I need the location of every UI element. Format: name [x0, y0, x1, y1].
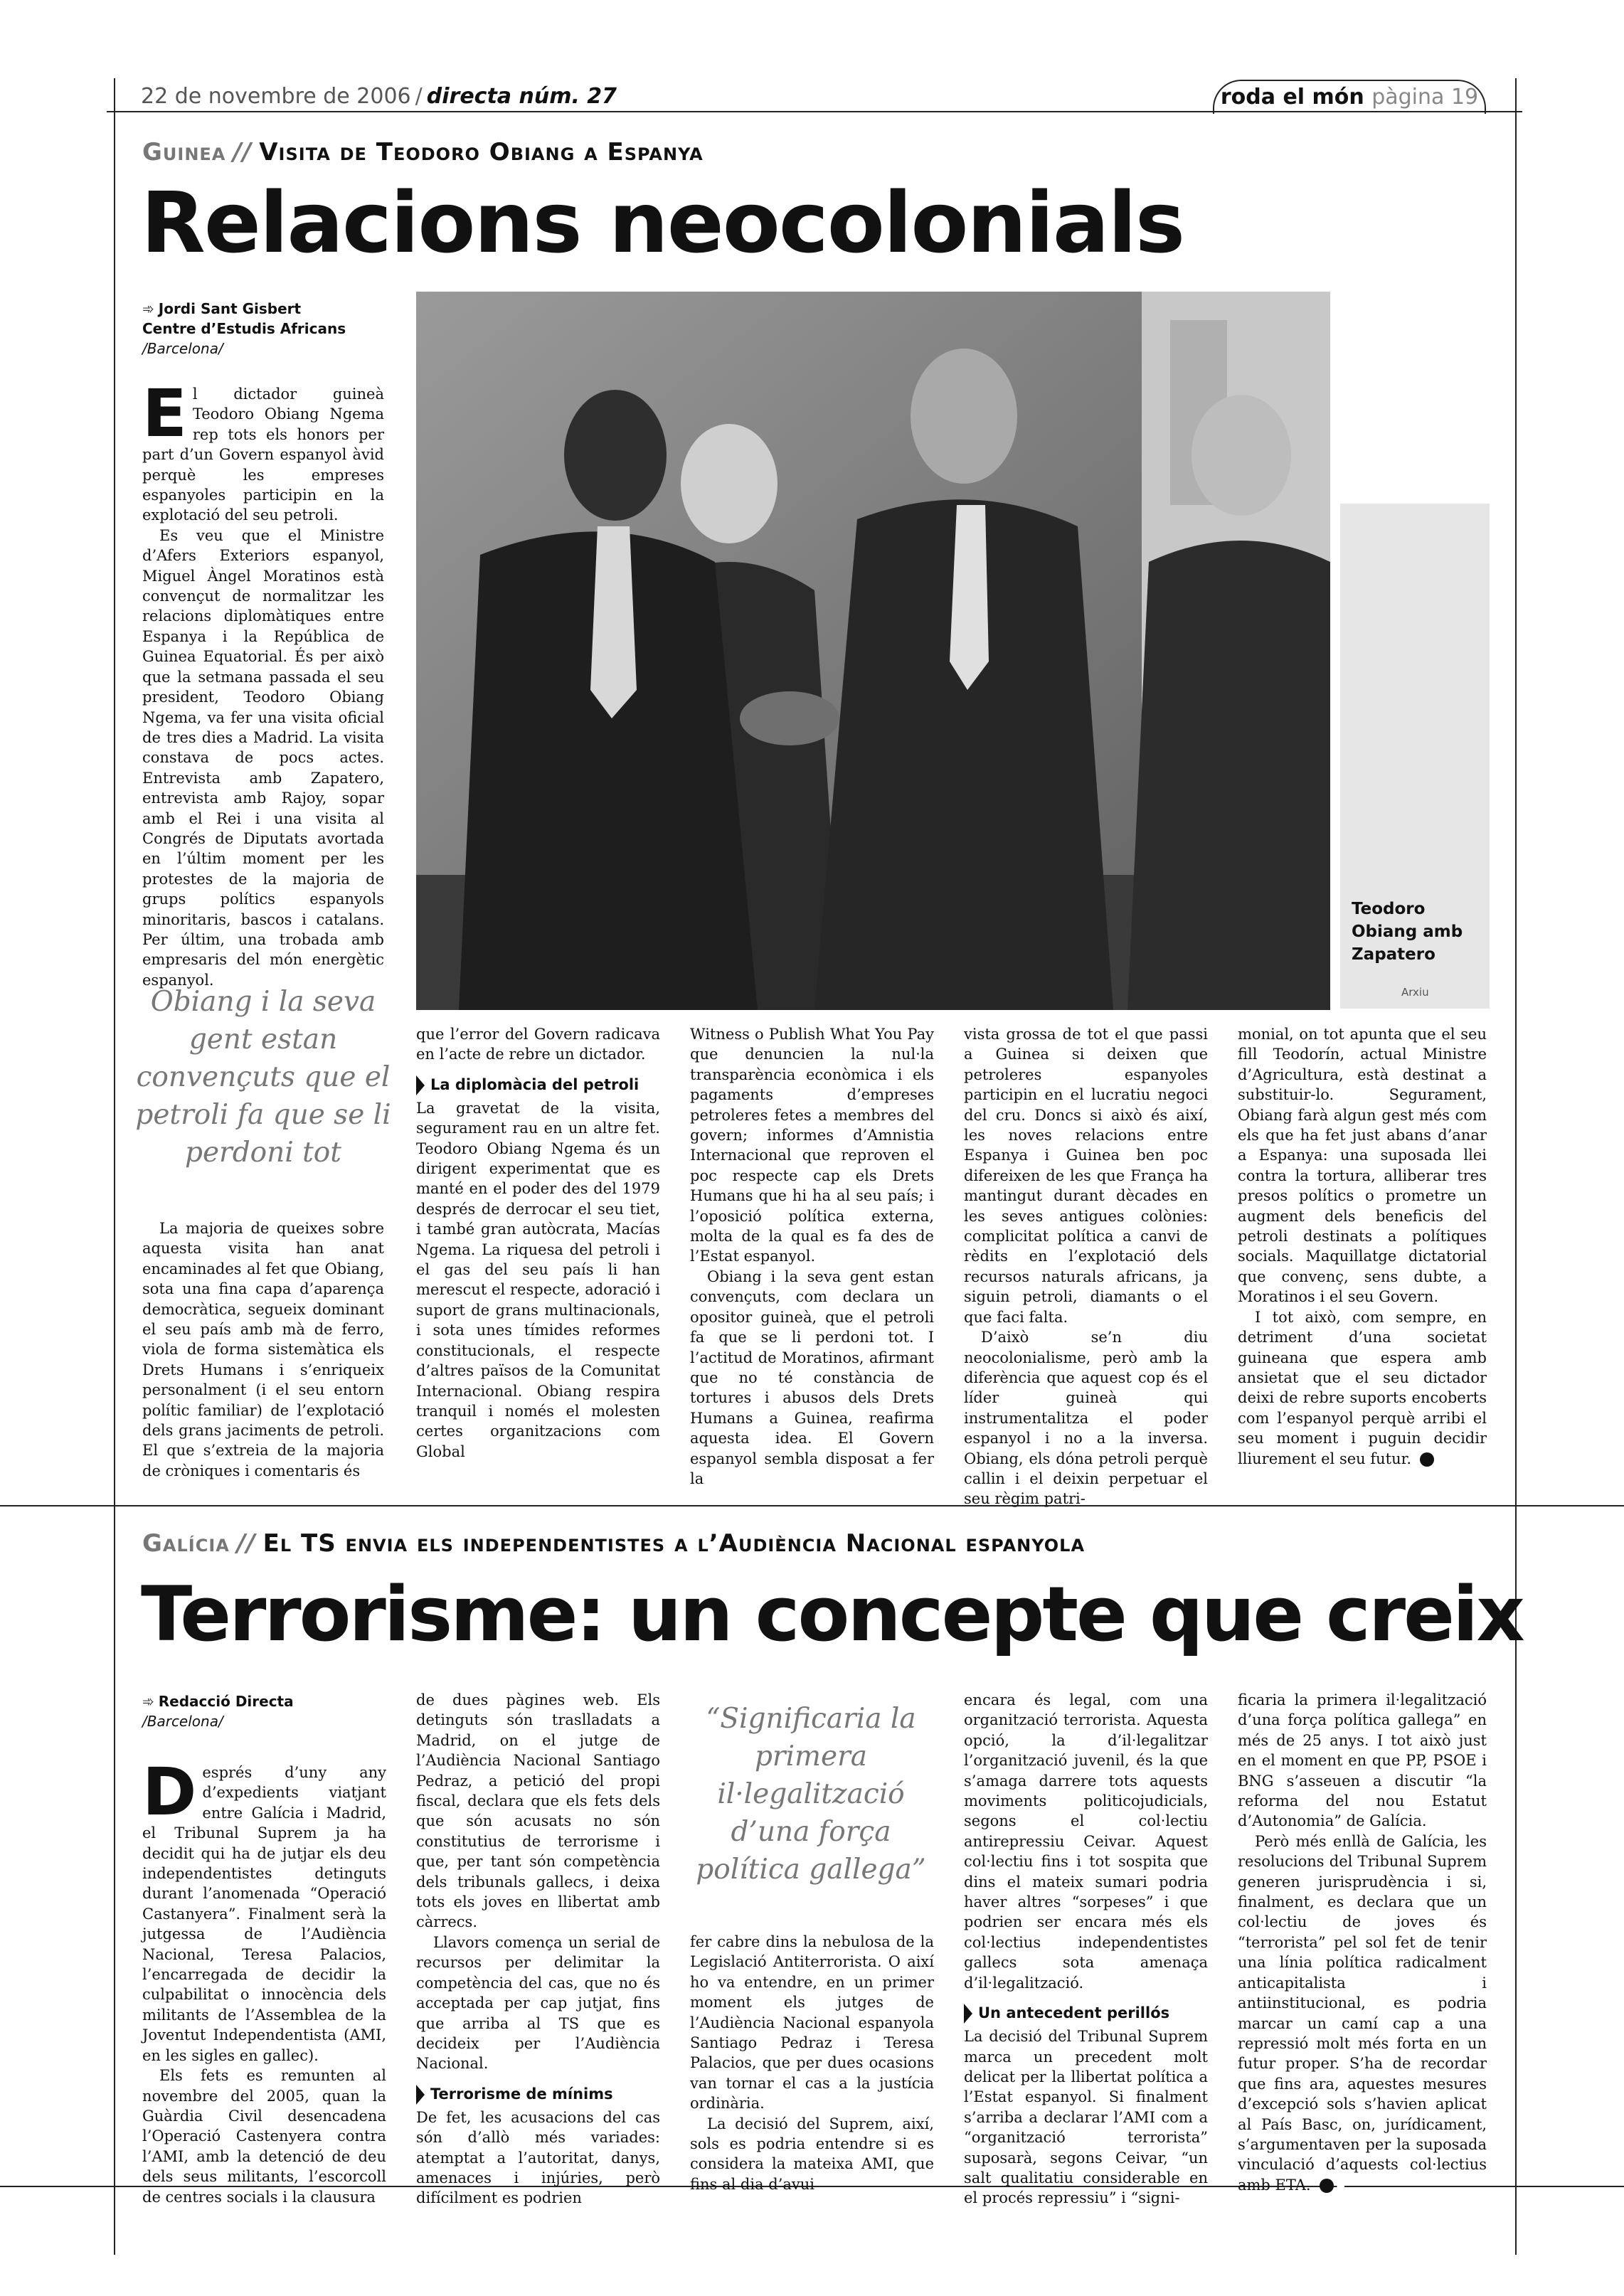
article2-subhead-text: Un antecedent perillós	[978, 2004, 1170, 2022]
article1-paragraph: Obiang i la seva gent estan convençuts, com declara un opositor guineà, que el petroli fa que se li perdoni tot. I l’actitud de Moratinos, afirmant que no té constància de tortures i abusos dels Drets Humans a Guinea, reafirma aquesta idea. El Govern espanyol sembla disposat a fer la	[690, 1267, 934, 1487]
end-mark-icon: ●	[1320, 2179, 1334, 2193]
article1-column-1	[142, 376, 384, 990]
article2-column-3	[690, 1932, 934, 2194]
page-header: 22 de novembre de 2006 / directa núm. 27	[141, 84, 617, 109]
article2-paragraph: de dues pàgines web. Els detinguts són traslladats a Madrid, on el jutge de l’Audiència Nacional Santiago Pedraz, a petició del propi fiscal, declara que els fets dels que són acusats no són constitutius de terrorisme i que, per tant són competència dels tribunals gallecs, i deixa tots els joves en llibertat amb càrrecs.	[416, 1691, 660, 1931]
page-number: pàgina 19	[1371, 85, 1479, 110]
right-margin-rule	[1515, 78, 1517, 2255]
article1-kicker-title: Visita de Teodoro Obiang a Espanya	[259, 138, 704, 166]
author-arrow-icon: ➾	[142, 300, 154, 317]
article2-byline	[142, 1691, 384, 1731]
article1-author: Jordi Sant Gisbert	[158, 300, 302, 317]
article1-closing-text: I tot això, com sempre, en detriment d’una societat guineana que espera amb ansietat que el seu dictador deixi de rebre suports encoberts com l’espanyol perquè arribi el seu moment i puguin decidir lliurement el seu futur.	[1238, 1308, 1487, 1467]
article2-kicker-title: El TS envia els independentistes a l’Audiència Nacional espanyola	[262, 1529, 1086, 1558]
end-mark-icon: ●	[1420, 1452, 1434, 1467]
photo-credit: Arxiu	[1401, 986, 1429, 999]
article1-location: /Barcelona/	[142, 340, 223, 357]
article2-section: Galícia	[142, 1529, 230, 1558]
article1-affiliation: Centre d’Estudis Africans	[142, 320, 346, 337]
subhead-triangle-icon	[964, 2004, 972, 2024]
article1-subhead-text: La diplomàcia del petroli	[430, 1075, 639, 1093]
article1-paragraph: La gravetat de la visita, segurament rau en un altre fet. Teodoro Obiang Ngema és un dirigent experimentat que es manté en el poder des del 1979 després de derrocar el seu tiet, i també gran autòcrata, Macías Ngema. La riquesa del petroli i el gas del seu país li han merescut el respecte, adoració i suport de grans multinacionals, i sota unes tímides reformes constitucionals, el respecte d’altres països de la Comunitat Internacional. Obiang respira tranquil i només el molesten certes organitzacions com Global	[416, 1099, 660, 1460]
article1-paragraph: D’això se’n diu neocolonialisme, però amb la diferència que aquest cop és el líder guineà qui instrumentalitza el poder espanyol i no a la inversa. Obiang, els dóna petroli perquè callin i el deixin perpetuar el seu règim patri-	[964, 1329, 1208, 1508]
article2-subhead-text: Terrorisme de mínims	[430, 2085, 613, 2103]
article2-author: Redacció Directa	[158, 1693, 294, 1710]
article1-paragraph: Es veu que el Ministre d’Afers Exteriors espanyol, Miguel Àngel Moratinos està convençut de normalitzar les relacions diplomàtiques entre Espanya i la República de Guinea Equatorial. És per això que la setmana passada el seu president, Teodoro Obiang Ngema, va fer una visita oficial de tres dies a Madrid. La visita constava de pocs actes. Entrevista amb Zapatero, entrevista amb Rajoy, sopar amb el Rei i una visita al Congrés de Diputats avortada en l’últim moment per les protestes de la majoria de grups polítics espanyols minoritaris, bascos i catalans. Per últim, una trobada amb empresaris del món energètic espanyol.	[142, 526, 384, 989]
article1-subhead	[416, 1075, 660, 1095]
article2-column-2	[416, 1690, 660, 2209]
author-arrow-icon: ➾	[142, 1693, 154, 1710]
article1-column-5	[1238, 1024, 1487, 1469]
article1-paragraph: que l’error del Govern radicava en l’acte de rebre un dictador.	[416, 1026, 660, 1063]
handshake-photo-illustration	[416, 292, 1330, 1010]
left-margin-rule	[114, 78, 115, 2255]
article1-column-3	[690, 1024, 934, 1489]
article1-column-2	[416, 1024, 660, 1462]
section-name: roda el món	[1220, 85, 1364, 110]
kicker-separator: //	[233, 138, 253, 166]
article2-paragraph: Llavors comença un serial de recursos per delimitar la competència del cas, que no és acceptada per cap jutjat, fins que arriba al TS que es decideix per l’Audiència Nacional.	[416, 1933, 660, 2073]
article1-paragraph: vista grossa de tot el que passi a Guinea si deixen que petroleres espanyoles participin en el lucratiu negoci del cru. Doncs si això és així, les noves relacions entre Espanya i Guinea ben poc difereixen de les que França ha mantingut durant dècades en les seves antigues colònies: complicitat política a canvi de rèdits en l’explotació dels recursos naturals africans, ja siguin petroli, diamants o el que faci falta.	[964, 1026, 1208, 1326]
drop-cap: D	[142, 1754, 197, 1830]
issue-date: 22 de novembre de 2006	[141, 84, 411, 109]
article2-paragraph: La decisió del Tribunal Suprem marca un precedent molt delicat per la llibertat política a l’Estat espanyol. Si finalment s’arriba a declarar l’AMI com a “organització terrorista” suposarà, segons Ceivar, “un salt qualitatiu considerable en el procés repressiu” i “signi-	[964, 2028, 1208, 2207]
article1-paragraph: Witness o Publish What You Pay que denuncien la nul·la transparència econòmica i els pagaments d’empreses petroleres fetes a membres del govern; informes d’Amnistia Internacional que reproven el poc respecte cap els Drets Humans que hi ha al seu país; i l’oposició política externa, molta de la qual es fa des de l’Estat espanyol.	[690, 1026, 934, 1265]
article1-paragraph: l dictador guineà Teodoro Obiang Ngema rep tots els honors per part d’un Govern espanyol àvid perquè les empreses espanyoles participin en la explotació del seu petroli.	[142, 386, 384, 524]
photo-caption: Teodoro Obiang amb Zapatero	[1352, 900, 1463, 964]
article2-paragraph: encara és legal, com una organització terrorista. Aquesta opció, la d’il·legalitzar l’organització juvenil, és la que s’amaga darrere tots aquests moviments politicojudicials, segons el col·lectiu antirepressiu Ceivar. Aquest col·lectiu fins i tot sospita que dins el mateix sumari podria haver altres “sorpeses” i que podrien ser encara més els col·lectius independentistes gallecs sota amenaça d’il·legalització.	[964, 1691, 1208, 1992]
article2-column-5	[1238, 1690, 1487, 2195]
article1-byline	[142, 299, 384, 358]
article1-section: Guinea	[142, 138, 226, 166]
section-tab	[1213, 80, 1486, 114]
subhead-triangle-icon	[416, 1075, 425, 1095]
publication-name: directa núm. 27	[426, 84, 617, 109]
article1-paragraph: La majoria de queixes sobre aquesta visita han anat encaminades al fet que Obiang, sota una fina capa d’aparença democràtica, segueix dominant el seu país amb mà de ferro, viola de forma sistemàtica els Drets Humans i s’enriqueix personalment (i el seu entorn polític familiar) de l’explotació dels grans jaciments de petroli. El que s’extreia de la majoria de cròniques i comentaris és	[142, 1220, 384, 1479]
article2-pull-quote: “Significaria la primera il·legalització d’una força política gallega”	[696, 1703, 926, 1886]
article2-paragraph: esprés d’uny any d’expedients viatjant entre Galícia i Madrid, el Tribunal Suprem ja ha decidit qui ha de jutjar els deu independentistes detinguts durant l’anomenada “Operació Castanyera”. Finalment serà la jutgessa de l’Audiència Nacional, Teresa Palacios, l’encarregada de decidir la culpabilitat o innocència dels militants de l’Assemblea de la Joventut Independentista (AMI, en les sigles en gallec).	[142, 1764, 386, 2064]
article-divider-rule	[0, 1505, 1624, 1506]
article2-location: /Barcelona/	[142, 1713, 223, 1730]
drop-cap: E	[142, 376, 187, 452]
article1-kicker	[142, 138, 704, 166]
article2-paragraph: Els fets es remunten al novembre del 2005, quan la Guàrdia Civil desencadena l’Operació Castenyera contra l’AMI, amb la detenció de deu dels seus militants, l’escorcoll de centres socials i la clausura	[142, 2067, 386, 2206]
article2-column-1	[142, 1754, 386, 2207]
article2-paragraph: ficaria la primera il·legalització d’una força política gallega” en més de 25 anys. I tot això just en el moment en que PP, PSOE i BNG s’asseuen a discutir “la reforma del nou Estatut d’Autonomia” de Galícia.	[1238, 1691, 1487, 1830]
article1-paragraph: monial, on tot apunta que el seu fill Teodorín, actual Ministre d’Agricultura, està destinat a substituir-lo. Segurament, Obiang farà algun gest més com els que ha fet just abans d’anar a Espanya: una suposada llei contra la tortura, alliberar tres presos polítics o prometre un augment dels beneficis del petroli destinats a polítiques socials. Maquillatge dictatorial que convenç, sens dubte, a Moratinos i el seu Govern.	[1238, 1026, 1487, 1306]
article1-column-1-lower	[142, 1218, 384, 1481]
article2-column-4	[964, 1690, 1208, 2209]
article2-paragraph: fer cabre dins la nebulosa de la Legislació Antiterrorista. O així ho va entendre, en un primer moment els jutges de l’Audiència Nacional espanyola Santiago Pedraz i Teresa Palacios, que per dues ocasions van tornar el cas a la justícia ordinària.	[690, 1933, 934, 2112]
article1-column-4	[964, 1024, 1208, 1509]
article2-paragraph	[1238, 1832, 1487, 2195]
article1-paragraph	[1238, 1307, 1487, 1469]
article2-headline: Terrorisme: un concepte que creix	[141, 1570, 1523, 1658]
article2-paragraph: De fet, les acusacions del cas són d’allò més variades: atemptat a l’autoritat, danys, amenaces i injúries, però difícilment es podrien	[416, 2108, 660, 2207]
article1-headline: Relacions neocolonials	[141, 174, 1184, 272]
article2-kicker	[142, 1529, 1085, 1558]
article2-subhead	[964, 2003, 1208, 2024]
news-photo	[416, 292, 1330, 1010]
article1-pull-quote: Obiang i la seva gent estan convençuts que el petroli fa que se li perdoni tot	[135, 986, 391, 1169]
subhead-triangle-icon	[416, 2085, 425, 2105]
article2-closing-text: Però més enllà de Galícia, les resolucions del Tribunal Suprem generen jurisprudència i si, finalment, es declara que un col·lectiu de joves és “terrorista” pel sol fet de tenir una línia política radicalment anticapitalista i antiinstitucional, es podria marcar un camí cap a una repressió molt més forta en un futur proper. S’ha de recordar que fins ara, aquestes mesures d’excepció sols s’havien aplicat al País Basc, on, jurídicament, s’argumentaven per la suposada vinculació d’aquests col·lectius amb ETA.	[1238, 1832, 1487, 2194]
article2-subhead	[416, 2084, 660, 2105]
kicker-separator: //	[236, 1529, 256, 1558]
article2-paragraph: La decisió del Suprem, així, sols es podria entendre si es considera la mateixa AMI, que fins al dia d’avui	[690, 2115, 934, 2193]
